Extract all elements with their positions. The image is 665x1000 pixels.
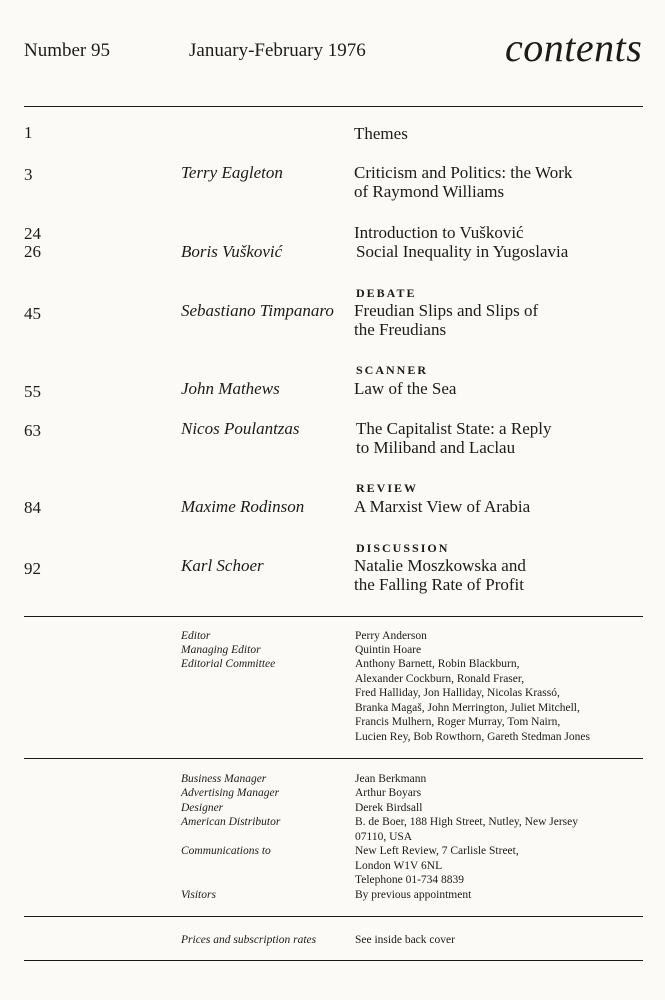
section-rule [24,758,643,759]
toc-author: Maxime Rodinson [181,497,305,516]
header-rule [24,106,643,107]
toc-title: the Freudians [354,320,447,339]
role-label: Designer [181,801,224,814]
toc-title: Criticism and Politics: the Work [354,163,573,182]
role-label: Business Manager [181,773,267,785]
role-label: American Distributor [181,816,281,828]
toc-author: Karl Schoer [181,556,264,575]
role-value: B. de Boer, 188 High Street, Nutley, New Jersey [355,816,578,828]
toc-title: the Falling Rate of Profit [354,575,524,594]
toc-page: 63 [24,421,41,440]
role-label: Editorial Committee [181,658,276,670]
toc-page: 24 [24,224,41,243]
role-value: Derek Birdsall [355,801,423,814]
role-value: Telephone 01-734 8839 [355,874,465,886]
role-value: New Left Review, 7 Carlisle Street, [355,845,519,857]
contents-heading: contents [505,25,643,70]
role-label: Advertising Manager [181,787,280,799]
toc-title: of Raymond Williams [354,182,505,201]
toc-title: A Marxist View of Arabia [354,497,531,516]
toc-page: 45 [24,304,41,323]
committee-line: Fred Halliday, Jon Halliday, Nicolas Krassó, [355,687,560,699]
toc-page: 92 [24,559,41,578]
role-label: Managing Editor [181,644,261,656]
role-value: By previous appointment [355,888,472,901]
toc-page: 84 [24,498,41,517]
toc-author: John Mathews [181,379,280,398]
toc-title: Social Inequality in Yugoslavia [356,242,569,261]
toc-author: Nicos Poulantzas [181,419,300,438]
toc-title: Themes [354,124,408,143]
committee-line: Lucien Rey, Bob Rowthorn, Gareth Stedman Jones [355,730,590,743]
toc-author: Terry Eagleton [181,163,283,182]
prices-label: Prices and subscription rates [181,934,317,946]
role-label: Editor [181,630,211,642]
toc-title: Law of the Sea [354,379,457,398]
toc-title: Natalie Moszkowska and [354,556,526,575]
toc-author: Sebastiano Timpanaro [181,301,334,320]
role-label: Communications to [181,845,271,857]
issue-date: January-February 1976 [189,40,366,61]
toc-page: 3 [24,165,33,184]
committee-line: Branka Magaš, John Merrington, Juliet Mitchell, [355,701,580,714]
role-value: 07110, USA [355,830,413,843]
role-label: Visitors [181,888,216,901]
toc-title: to Miliband and Laclau [356,438,516,457]
toc-title: Freudian Slips and Slips of [354,301,539,320]
section-kicker: REVIEW [356,481,419,495]
toc-author: Boris Vušković [181,242,283,261]
committee-line: Alexander Cockburn, Ronald Fraser, [355,672,525,685]
committee-line: Anthony Barnett, Robin Blackburn, [355,658,520,670]
section-kicker: DEBATE [356,286,417,300]
toc-title: The Capitalist State: a Reply [356,419,552,438]
prices-value: See inside back cover [355,934,455,946]
committee-line: Francis Mulhern, Roger Murray, Tom Nairn, [355,716,561,728]
footer-rule [24,960,643,961]
toc-title: Introduction to Vušković [354,223,524,242]
role-value: Jean Berkmann [355,773,427,785]
role-value: Quintin Hoare [355,644,422,656]
section-kicker: SCANNER [356,363,429,377]
role-value: Arthur Boyars [355,787,422,799]
toc-page: 1 [24,123,33,142]
role-value: London W1V 6NL [355,859,443,872]
section-kicker: DISCUSSION [356,541,450,555]
issue-number: Number 95 [24,40,111,61]
section-rule [24,916,643,917]
role-value: Perry Anderson [355,630,427,642]
toc-page: 55 [24,382,41,401]
toc-page: 26 [24,242,41,261]
section-rule [24,616,643,617]
